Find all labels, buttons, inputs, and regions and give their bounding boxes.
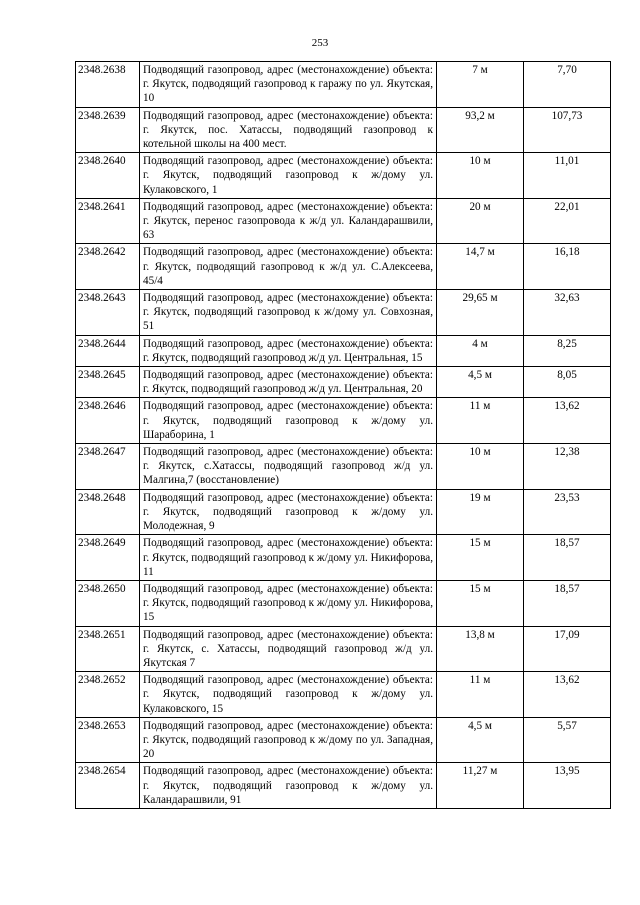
registry-table [75,61,611,809]
row-length-cell: 93,2 м [437,107,524,153]
row-length-cell: 15 м [437,580,524,626]
row-description-cell: Подводящий газопровод, адрес (местонахождение) объекта: г. Якутск, подводящий газопровод к гаражу по ул. Якутская, 10 [140,62,437,108]
row-length-cell: 11 м [437,672,524,718]
row-code-cell: 2348.2640 [76,153,140,199]
row-code-cell: 2348.2654 [76,763,140,809]
registry-table-body [76,62,611,809]
row-code-cell: 2348.2652 [76,672,140,718]
table-row [76,335,611,366]
table-row [76,198,611,244]
row-length-cell: 19 м [437,489,524,535]
row-code-cell: 2348.2638 [76,62,140,108]
table-row [76,672,611,718]
row-description-cell: Подводящий газопровод, адрес (местонахождение) объекта: г. Якутск, подводящий газопровод ж/д ул. Центральная, 20 [140,367,437,398]
row-value-cell: 18,57 [524,580,611,626]
page-number: 253 [311,37,329,49]
table-row [76,62,611,108]
row-code-cell: 2348.2650 [76,580,140,626]
row-length-cell: 10 м [437,444,524,490]
row-value-cell: 13,62 [524,672,611,718]
row-description-cell: Подводящий газопровод, адрес (местонахождение) объекта: г. Якутск, подводящий газопровод к ж/дому ул. Кулаковского, 15 [140,672,437,718]
row-description-cell: Подводящий газопровод, адрес (местонахождение) объекта: г. Якутск, подводящий газопровод к ж/д ул. С.Алексеева, 45/4 [140,244,437,290]
table-row [76,535,611,581]
row-description-cell: Подводящий газопровод, адрес (местонахождение) объекта: г. Якутск, пос. Хатассы, подводящий газопровод к котельной школы на 400 мест. [140,107,437,153]
row-description-cell: Подводящий газопровод, адрес (местонахождение) объекта: г. Якутск, подводящий газопровод к ж/дому ул. Никифорова, 15 [140,580,437,626]
row-code-cell: 2348.2649 [76,535,140,581]
row-description-cell: Подводящий газопровод, адрес (местонахождение) объекта: г. Якутск, подводящий газопровод к ж/дому ул. Молодежная, 9 [140,489,437,535]
row-code-cell: 2348.2642 [76,244,140,290]
row-value-cell: 16,18 [524,244,611,290]
row-value-cell: 12,38 [524,444,611,490]
row-value-cell: 13,95 [524,763,611,809]
row-length-cell: 14,7 м [437,244,524,290]
table-row [76,153,611,199]
row-length-cell: 20 м [437,198,524,244]
row-length-cell: 4,5 м [437,367,524,398]
row-value-cell: 8,25 [524,335,611,366]
row-code-cell: 2348.2653 [76,717,140,763]
table-row [76,580,611,626]
row-description-cell: Подводящий газопровод, адрес (местонахождение) объекта: г. Якутск, с.Хатассы, подводящий газопровод ж/д ул. Малгина,7 (восстановление) [140,444,437,490]
table-row [76,763,611,809]
row-length-cell: 4,5 м [437,717,524,763]
row-length-cell: 11 м [437,398,524,444]
row-value-cell: 7,70 [524,62,611,108]
row-value-cell: 22,01 [524,198,611,244]
table-row [76,290,611,336]
row-description-cell: Подводящий газопровод, адрес (местонахождение) объекта: г. Якутск, подводящий газопровод ж/д ул. Центральная, 15 [140,335,437,366]
row-value-cell: 18,57 [524,535,611,581]
row-length-cell: 29,65 м [437,290,524,336]
row-code-cell: 2348.2648 [76,489,140,535]
table-row [76,244,611,290]
row-value-cell: 11,01 [524,153,611,199]
row-value-cell: 13,62 [524,398,611,444]
row-description-cell: Подводящий газопровод, адрес (местонахождение) объекта: г. Якутск, подводящий газопровод к ж/дому ул. Кулаковского, 1 [140,153,437,199]
row-value-cell: 32,63 [524,290,611,336]
table-row [76,717,611,763]
row-length-cell: 10 м [437,153,524,199]
row-description-cell: Подводящий газопровод, адрес (местонахождение) объекта: г. Якутск, подводящий газопровод к ж/дому ул. Совхозная, 51 [140,290,437,336]
row-code-cell: 2348.2641 [76,198,140,244]
row-value-cell: 107,73 [524,107,611,153]
row-description-cell: Подводящий газопровод, адрес (местонахождение) объекта: г. Якутск, подводящий газопровод к ж/дому ул. Каландарашвили, 91 [140,763,437,809]
table-row [76,398,611,444]
row-length-cell: 7 м [437,62,524,108]
row-code-cell: 2348.2643 [76,290,140,336]
row-description-cell: Подводящий газопровод, адрес (местонахождение) объекта: г. Якутск, с. Хатассы, подводящий газопровод ж/д ул. Якутская 7 [140,626,437,672]
row-description-cell: Подводящий газопровод, адрес (местонахождение) объекта: г. Якутск, подводящий газопровод к ж/дому ул. Никифорова, 11 [140,535,437,581]
row-length-cell: 15 м [437,535,524,581]
table-row [76,367,611,398]
row-code-cell: 2348.2644 [76,335,140,366]
row-code-cell: 2348.2645 [76,367,140,398]
table-row [76,489,611,535]
row-code-cell: 2348.2651 [76,626,140,672]
row-value-cell: 8,05 [524,367,611,398]
table-row [76,626,611,672]
table-row [76,107,611,153]
row-length-cell: 13,8 м [437,626,524,672]
row-value-cell: 17,09 [524,626,611,672]
row-code-cell: 2348.2647 [76,444,140,490]
row-description-cell: Подводящий газопровод, адрес (местонахождение) объекта: г. Якутск, перенос газопровода к ж/д ул. Каландарашвили, 63 [140,198,437,244]
row-value-cell: 5,57 [524,717,611,763]
table-row [76,444,611,490]
row-description-cell: Подводящий газопровод, адрес (местонахождение) объекта: г. Якутск, подводящий газопровод к ж/дому ул. Шараборина, 1 [140,398,437,444]
row-description-cell: Подводящий газопровод, адрес (местонахождение) объекта: г. Якутск, подводящий газопровод к ж/дому по ул. Западная, 20 [140,717,437,763]
row-code-cell: 2348.2639 [76,107,140,153]
row-length-cell: 4 м [437,335,524,366]
row-code-cell: 2348.2646 [76,398,140,444]
row-value-cell: 23,53 [524,489,611,535]
row-length-cell: 11,27 м [437,763,524,809]
